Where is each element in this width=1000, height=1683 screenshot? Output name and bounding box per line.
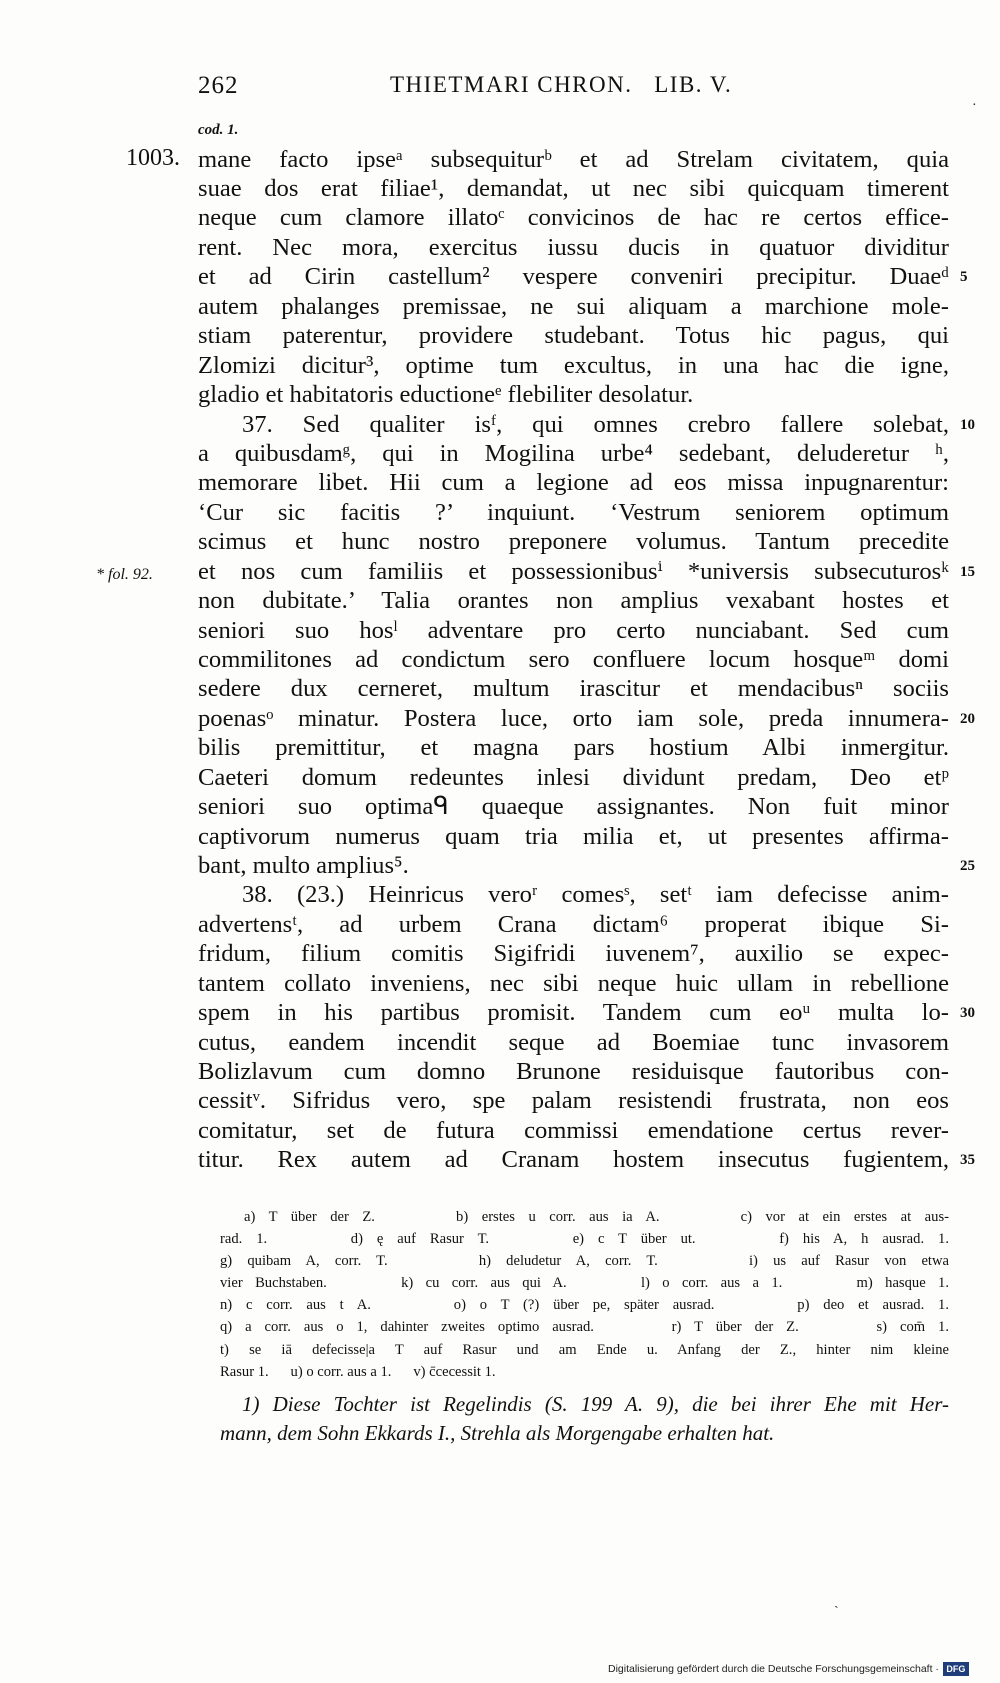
text-line: Caeteri domum redeuntes inlesi dividunt predam, Deo etᵖ	[198, 764, 949, 791]
text-line: 38. (23.) Heinricus veroʳ comesˢ, setᵗ iam defecisse anim-	[242, 881, 949, 908]
text-line: spem in his partibus promisit. Tandem cum eoᵘ multa lo-	[198, 999, 949, 1026]
apparatus-line: n) c corr. aus t A. o) o T (?) über pe, später ausrad. p) deo et ausrad. 1.	[220, 1297, 949, 1314]
apparatus-line: vier Buchstaben. k) cu corr. aus qui A. l) o corr. aus a 1. m) hasque 1.	[220, 1275, 949, 1292]
text-line: advertensᵗ, ad urbem Crana dictam⁶ properat ibique Si-	[198, 911, 949, 938]
line-number: 15	[960, 564, 975, 580]
text-line: non dubitate.’ Talia orantes non amplius vexabant hostes et	[198, 587, 949, 614]
text-line: neque cum clamore illatoᶜ convicinos de hac re certos effice-	[198, 204, 949, 231]
line-number: 20	[960, 711, 975, 727]
codex-label: cod. 1.	[198, 122, 239, 138]
apparatus-line: a) T über der Z. b) erstes u corr. aus ia A. c) vor at ein erstes at aus-	[244, 1209, 949, 1225]
text-line: tantem collato inveniens, nec sibi neque huic ullam in rebellione	[198, 970, 949, 997]
text-line: memorare libet. Hii cum a legione ad eos missa inpugnarentur:	[198, 469, 949, 496]
running-title: THIETMARI CHRON. LIB. V.	[390, 72, 733, 97]
text-line: suae dos erat filiae¹, demandat, ut nec sibi quicquam timerent	[198, 175, 949, 202]
text-line: rent. Nec mora, exercitus iussu ducis in quatuor dividitur	[198, 234, 949, 261]
text-line: autem phalanges premissae, ne sui aliquam a marchione mole-	[198, 293, 949, 320]
text-line: cessitᵛ. Sifridus vero, spe palam resistendi frustrata, non eos	[198, 1087, 949, 1114]
digitization-credit	[608, 1662, 969, 1676]
historical-footnote	[220, 1390, 949, 1448]
text-line: et nos cum familiis et possessionibusⁱ *universis subsecuturosᵏ	[198, 558, 949, 585]
text-line: fridum, filium comitis Sigifridi iuvenem⁷, auxilio se expec-	[198, 940, 949, 967]
line-number: 30	[960, 1005, 975, 1021]
apparatus-line: t) se iā defecisse|a T auf Rasur und am Ende u. Anfang der Z., hinter nim kleine	[220, 1341, 949, 1358]
text-line: ‘Cur sic facitis ?’ inquiunt. ‘Vestrum seniorem optimum	[198, 499, 949, 526]
page-number: 262	[198, 72, 239, 99]
apparatus-line: q) a corr. aus o 1, dahinter zweites optimo ausrad. r) T über der Z. s) com̄ 1.	[220, 1319, 949, 1336]
text-line: poenasᵒ minatur. Postera luce, orto iam sole, preda innumera-	[198, 705, 949, 732]
text-line: et ad Cirin castellum² vespere conveniri precipitur. Duaeᵈ	[198, 263, 949, 290]
apparatus-line: Rasur 1. u) o corr. aus a 1. v) c̄cecessit 1.	[220, 1363, 496, 1380]
text-line: commilitones ad condictum sero confluere locum hosqueᵐ domi	[198, 646, 949, 673]
text-line: comitatur, set de futura commissi emendatione certus rever-	[198, 1117, 949, 1144]
corner-mark: ·	[972, 98, 977, 113]
line-number: 10	[960, 417, 975, 433]
line-number: 5	[960, 269, 968, 285]
line-number: 35	[960, 1152, 975, 1168]
text-line: 37. Sed qualiter isᶠ, qui omnes crebro fallere solebat,	[242, 411, 949, 438]
critical-apparatus	[220, 1206, 949, 1383]
apparatus-line: rad. 1. d) ę auf Rasur T. e) c T über ut. f) his A, h ausrad. 1.	[220, 1231, 949, 1248]
footnote-line: 1) Diese Tochter ist Regelindis (S. 199 A. 9), die bei ihrer Ehe mit Her-	[242, 1392, 949, 1416]
stray-mark: ˏ	[834, 1594, 839, 1609]
folio-marker: * fol. 92.	[96, 566, 153, 583]
text-line: stiam paterentur, providere studebant. Totus hic pagus, qui	[198, 322, 949, 349]
year-marker: 1003.	[126, 145, 180, 171]
footnote-line: mann, dem Sohn Ekkards I., Strehla als Morgengabe erhalten hat.	[220, 1421, 775, 1445]
text-line: sedere dux cerneret, multum irascitur et mendacibusⁿ sociis	[198, 675, 949, 702]
text-line: seniori suo hosˡ adventare pro certo nunciabant. Sed cum	[198, 617, 949, 644]
apparatus-line: g) quibam A, corr. T. h) deludetur A, corr. T. i) us auf Rasur von etwa	[220, 1253, 949, 1270]
line-number: 25	[960, 858, 975, 874]
text-line: gladio et habitatoris eductioneᵉ flebiliter desolatur.	[198, 381, 694, 408]
credit-text: Digitalisierung gefördert durch die Deutsche Forschungsgemeinschaft ·	[608, 1663, 939, 1675]
text-line: seniori suo optimaᑫ quaeque assignantes. Non fuit minor	[198, 793, 949, 820]
text-line: bant, multo amplius⁵.	[198, 852, 409, 879]
text-line: Zlomizi dicitur³, optime tum excultus, in una hac die igne,	[198, 352, 949, 379]
text-line: mane facto ipseᵃ subsequiturᵇ et ad Strelam civitatem, quia	[198, 146, 949, 173]
dfg-logo: DFG	[943, 1662, 969, 1676]
text-line: titur. Rex autem ad Cranam hostem insecutus fugientem,	[198, 1146, 949, 1173]
text-line: Bolizlavum cum domno Brunone residuisque fautoribus con-	[198, 1058, 949, 1085]
text-line: a quibusdamᵍ, qui in Mogilina urbe⁴ sedebant, deluderetur ʰ,	[198, 440, 949, 467]
text-line: scimus et hunc nostro preponere volumus. Tantum precedite	[198, 528, 949, 555]
text-line: bilis premittitur, et magna pars hostium Albi inmergitur.	[198, 734, 949, 761]
text-line: captivorum numerus quam tria milia et, ut presentes affirma-	[198, 823, 949, 850]
text-line: cutus, eandem incendit seque ad Boemiae tunc invasorem	[198, 1029, 949, 1056]
